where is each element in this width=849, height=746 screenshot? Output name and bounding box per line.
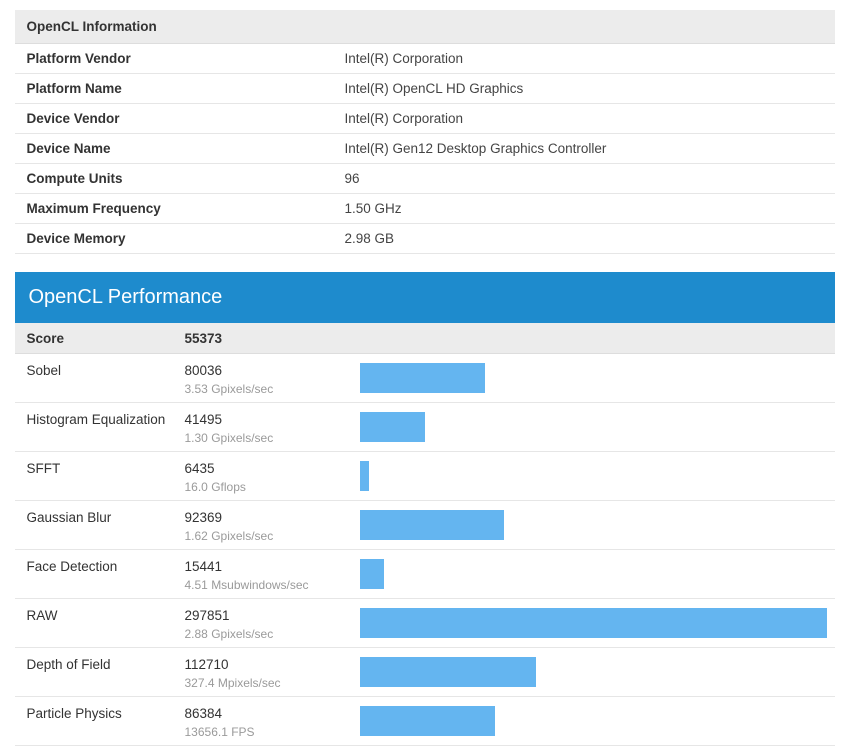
benchmark-name: Particle Physics (26, 706, 122, 721)
opencl-performance-header: OpenCL Performance (15, 272, 835, 323)
score-value: 55373 (184, 330, 223, 346)
benchmark-row (15, 403, 835, 452)
benchmark-row (15, 697, 835, 746)
benchmark-rate: 1.62 Gpixels/sec (184, 529, 274, 543)
benchmark-row (15, 452, 835, 501)
opencl-performance-section (15, 272, 835, 746)
benchmark-values (185, 706, 360, 740)
benchmark-score: 297851 (184, 608, 230, 623)
info-row-label: Device Vendor (26, 111, 120, 126)
benchmark-name: Histogram Equalization (26, 412, 166, 427)
benchmark-rate: 3.53 Gpixels/sec (184, 382, 274, 396)
benchmark-bar-track (360, 608, 835, 638)
benchmark-row (15, 599, 835, 648)
benchmark-rate: 4.51 Msubwindows/sec (184, 578, 309, 592)
benchmark-score: 92369 (184, 510, 223, 525)
info-row-value: Intel(R) Corporation (344, 51, 464, 66)
benchmark-values (185, 559, 360, 593)
opencl-information-section (15, 0, 835, 254)
opencl-information-header: OpenCL Information (15, 10, 835, 44)
benchmark-bar-fill (360, 608, 828, 638)
info-row (15, 104, 835, 134)
benchmark-bar-fill (360, 461, 370, 491)
benchmark-name: Depth of Field (26, 657, 111, 672)
benchmark-bar-fill (360, 363, 485, 393)
score-row (15, 323, 835, 354)
benchmark-bar-fill (360, 657, 537, 687)
info-row-value: 96 (344, 171, 360, 186)
info-row-label: Platform Vendor (26, 51, 131, 66)
benchmark-rate: 327.4 Mpixels/sec (184, 676, 281, 690)
benchmark-score: 86384 (184, 706, 223, 721)
benchmark-values (185, 510, 360, 544)
info-row-label: Device Memory (26, 231, 126, 246)
info-row (15, 164, 835, 194)
benchmark-score: 112710 (184, 657, 229, 672)
benchmark-bar-track (360, 510, 835, 540)
benchmark-name: SFFT (26, 461, 61, 476)
benchmark-values (185, 412, 360, 446)
benchmark-bar-track (360, 559, 835, 589)
benchmark-score: 80036 (184, 363, 223, 378)
info-row-label: Compute Units (26, 171, 123, 186)
benchmark-rate: 13656.1 FPS (184, 725, 255, 739)
benchmark-values (185, 608, 360, 642)
info-row-value: Intel(R) Gen12 Desktop Graphics Controller (344, 141, 607, 156)
info-row-value: 2.98 GB (344, 231, 395, 246)
benchmark-bar-fill (360, 510, 505, 540)
info-row (15, 44, 835, 74)
benchmark-values (185, 657, 360, 691)
info-row-label: Platform Name (26, 81, 122, 96)
benchmark-name: Sobel (26, 363, 62, 378)
benchmark-bar-track (360, 412, 835, 442)
benchmark-row (15, 501, 835, 550)
benchmark-bar-fill (360, 706, 495, 736)
info-row (15, 194, 835, 224)
benchmark-row (15, 354, 835, 403)
benchmark-rate: 1.30 Gpixels/sec (184, 431, 274, 445)
benchmark-rate: 2.88 Gpixels/sec (184, 627, 274, 641)
benchmark-bar-track (360, 657, 835, 687)
info-row-value: 1.50 GHz (344, 201, 402, 216)
opencl-information-table (15, 44, 835, 254)
benchmark-score: 6435 (184, 461, 215, 476)
info-row-label: Maximum Frequency (26, 201, 161, 216)
benchmark-score: 41495 (184, 412, 223, 427)
benchmark-name: Face Detection (26, 559, 118, 574)
info-row (15, 134, 835, 164)
benchmark-name: Gaussian Blur (26, 510, 112, 525)
benchmark-list (15, 354, 835, 746)
benchmark-bar-track (360, 461, 835, 491)
info-row-label: Device Name (26, 141, 111, 156)
benchmark-bar-track (360, 363, 835, 393)
info-row-value: Intel(R) Corporation (344, 111, 464, 126)
score-label: Score (26, 330, 65, 346)
benchmark-score: 15441 (184, 559, 223, 574)
benchmark-bar-track (360, 706, 835, 736)
info-row (15, 74, 835, 104)
info-row-value: Intel(R) OpenCL HD Graphics (344, 81, 524, 96)
benchmark-values (185, 363, 360, 397)
benchmark-rate: 16.0 Gflops (184, 480, 246, 494)
benchmark-row (15, 550, 835, 599)
benchmark-name: RAW (26, 608, 58, 623)
benchmark-bar-fill (360, 412, 425, 442)
benchmark-row (15, 648, 835, 697)
benchmark-values (185, 461, 360, 495)
info-row (15, 224, 835, 254)
benchmark-bar-fill (360, 559, 384, 589)
